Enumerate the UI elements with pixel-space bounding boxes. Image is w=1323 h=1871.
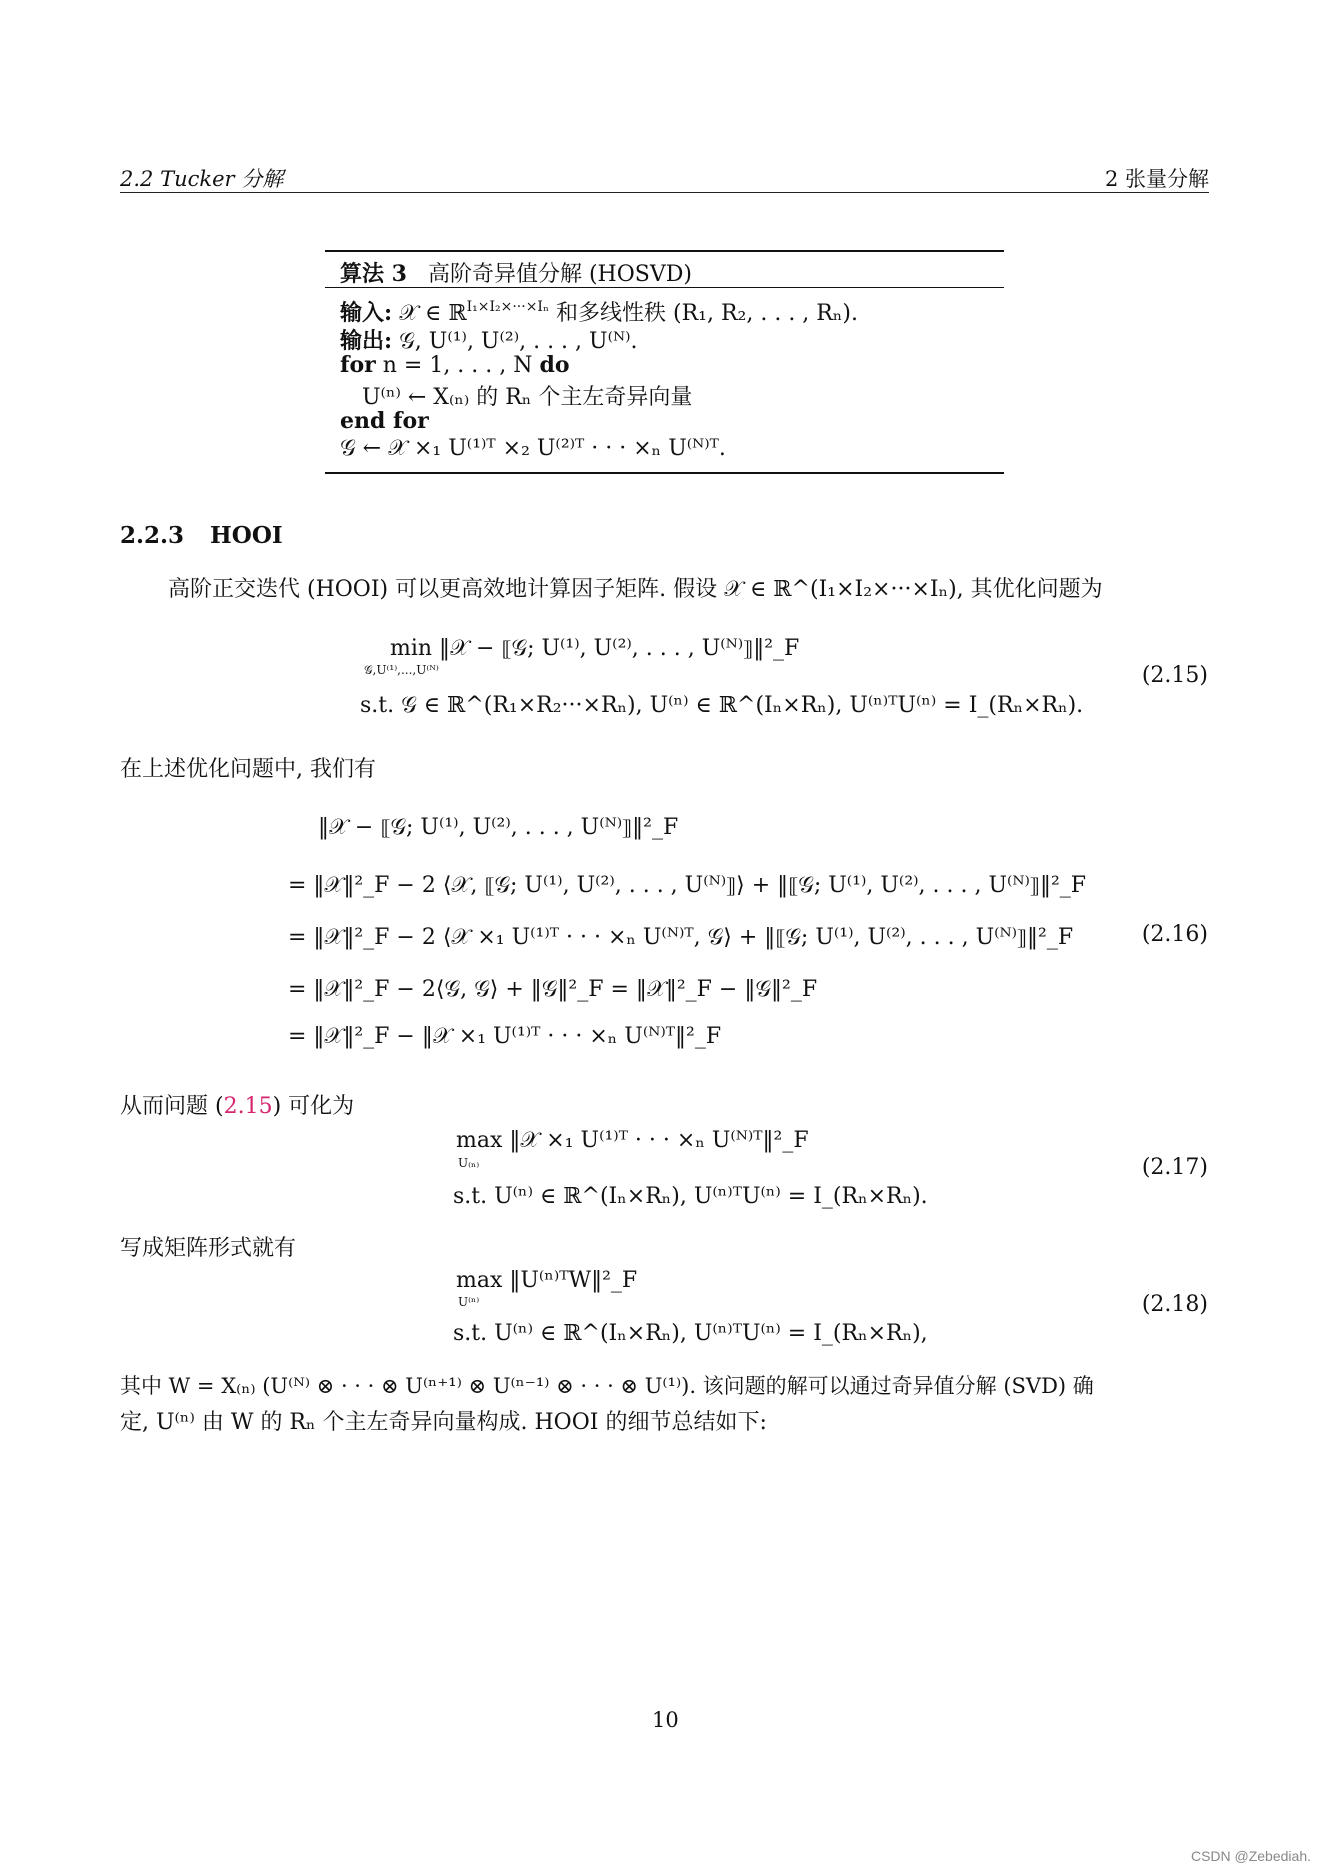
algorithm-title-rule <box>325 287 1004 288</box>
algorithm-for-text: n = 1, . . . , N <box>375 353 540 378</box>
algorithm-title <box>340 257 692 288</box>
eq217-max-subscript: U₍ₙ₎ <box>458 1156 480 1170</box>
section-number: 2.2.3 <box>120 522 185 549</box>
paragraph-reduction-before: 从而问题 ( <box>120 1094 224 1119</box>
eq215-objective: min ‖𝒳 − ⟦𝒢; U⁽¹⁾, U⁽²⁾, . . . , U⁽ᴺ⁾⟧‖²_F <box>390 636 800 661</box>
page-number: 10 <box>652 1708 679 1732</box>
algorithm-input-line <box>340 296 858 327</box>
eq216-line-3: = ‖𝒳‖²_F − 2 ⟨𝒳 ×₁ U⁽¹⁾ᵀ · · · ×ₙ U⁽ᴺ⁾ᵀ, 𝒢⟩ + ‖⟦𝒢; U⁽¹⁾, U⁽²⁾, . . . , U⁽ᴺ⁾⟧‖²_F <box>288 925 1074 950</box>
eq215-number: (2.15) <box>1141 663 1208 688</box>
algorithm-output-label: 输出: <box>340 328 393 354</box>
paragraph-reduction <box>120 1089 354 1120</box>
algorithm-last-line: 𝒢 ← 𝒳 ×₁ U⁽¹⁾ᵀ ×₂ U⁽²⁾ᵀ · · · ×ₙ U⁽ᴺ⁾ᵀ. <box>340 436 726 461</box>
eq217-number: (2.17) <box>1141 1155 1208 1180</box>
equation-reference-link[interactable]: 2.15 <box>223 1094 273 1119</box>
eq217-objective: max ‖𝒳 ×₁ U⁽¹⁾ᵀ · · · ×ₙ U⁽ᴺ⁾ᵀ‖²_F <box>456 1128 809 1153</box>
eq216-line-2: = ‖𝒳‖²_F − 2 ⟨𝒳, ⟦𝒢; U⁽¹⁾, U⁽²⁾, . . . , U⁽ᴺ⁾⟧⟩ + ‖⟦𝒢; U⁽¹⁾, U⁽²⁾, . . . , U⁽ᴺ⁾⟧‖²_F <box>288 873 1087 898</box>
algorithm-do-keyword: do <box>539 352 570 378</box>
eq217-constraint: s.t. U⁽ⁿ⁾ ∈ ℝ^(Iₙ×Rₙ), U⁽ⁿ⁾ᵀU⁽ⁿ⁾ = I_(Rₙ×Rₙ). <box>453 1184 928 1209</box>
eq216-line-4: = ‖𝒳‖²_F − 2⟨𝒢, 𝒢⟩ + ‖𝒢‖²_F = ‖𝒳‖²_F − ‖𝒢‖²_F <box>288 977 818 1002</box>
running-header-right: 2 张量分解 <box>1104 167 1209 191</box>
paragraph-matrix-form: 写成矩阵形式就有 <box>120 1236 297 1261</box>
algorithm-for-line <box>340 352 570 378</box>
algorithm-title-text: 高阶奇异值分解 (HOSVD) <box>427 262 692 287</box>
eq216-line-5: = ‖𝒳‖²_F − ‖𝒳 ×₁ U⁽¹⁾ᵀ · · · ×ₙ U⁽ᴺ⁾ᵀ‖²_F <box>288 1024 722 1049</box>
eq218-number: (2.18) <box>1141 1292 1208 1317</box>
algorithm-title-label: 算法 3 <box>340 261 407 287</box>
eq215-min-subscript: 𝒢,U⁽¹⁾,...,U⁽ᴺ⁾ <box>364 663 439 677</box>
paragraph-solution-line-2: 定, U⁽ⁿ⁾ 由 W 的 Rₙ 个主左奇异向量构成. HOOI 的细节总结如下: <box>120 1410 767 1435</box>
algorithm-input-exp: I₁×I₂×···×Iₙ <box>466 299 550 315</box>
algorithm-output-line <box>340 324 638 355</box>
algorithm-end-for: end for <box>340 408 429 434</box>
eq216-line-1: ‖𝒳 − ⟦𝒢; U⁽¹⁾, U⁽²⁾, . . . , U⁽ᴺ⁾⟧‖²_F <box>318 815 679 840</box>
header-rule <box>120 192 1209 193</box>
eq216-number: (2.16) <box>1141 922 1208 947</box>
eq215-constraint: s.t. 𝒢 ∈ ℝ^(R₁×R₂···×Rₙ), U⁽ⁿ⁾ ∈ ℝ^(Iₙ×Rₙ), U⁽ⁿ⁾ᵀU⁽ⁿ⁾ = I_(Rₙ×Rₙ). <box>360 693 1084 718</box>
paragraph-reduction-after: ) 可化为 <box>272 1094 355 1119</box>
paragraph-solution-line-1: 其中 W = X₍ₙ₎ (U⁽ᴺ⁾ ⊗ · · · ⊗ U⁽ⁿ⁺¹⁾ ⊗ U⁽ⁿ⁻¹⁾ ⊗ · · · ⊗ U⁽¹⁾). 该问题的解可以通过奇异值分解 (SVD) 确 <box>120 1374 1094 1398</box>
running-header-left: 2.2 Tucker 分解 <box>120 167 284 191</box>
algorithm-output-text: 𝒢, U⁽¹⁾, U⁽²⁾, . . . , U⁽ᴺ⁾. <box>399 329 638 354</box>
algorithm-input-rest: 和多线性秩 (R₁, R₂, . . . , Rₙ). <box>549 301 858 326</box>
section-title: HOOI <box>210 522 283 549</box>
eq218-constraint: s.t. U⁽ⁿ⁾ ∈ ℝ^(Iₙ×Rₙ), U⁽ⁿ⁾ᵀU⁽ⁿ⁾ = I_(Rₙ×Rₙ), <box>453 1321 928 1346</box>
algorithm-body-line: U⁽ⁿ⁾ ← X₍ₙ₎ 的 Rₙ 个主左奇异向量 <box>362 385 693 410</box>
paragraph-intro: 高阶正交迭代 (HOOI) 可以更高效地计算因子矩阵. 假设 𝒳 ∈ ℝ^(I₁×I₂×···×Iₙ), 其优化问题为 <box>168 577 1103 602</box>
algorithm-input-text: 𝒳 ∈ ℝ <box>399 301 467 326</box>
section-heading <box>120 522 283 549</box>
eq218-objective: max ‖U⁽ⁿ⁾ᵀW‖²_F <box>456 1268 638 1293</box>
algorithm-top-rule <box>325 250 1004 252</box>
algorithm-bottom-rule <box>325 472 1004 474</box>
paragraph-derivation-intro: 在上述优化问题中, 我们有 <box>120 757 376 782</box>
algorithm-for-keyword: for <box>340 352 376 378</box>
eq218-max-subscript: U⁽ⁿ⁾ <box>458 1295 480 1309</box>
algorithm-input-label: 输入: <box>340 300 393 326</box>
watermark: CSDN @Zebediah. <box>1190 1848 1311 1864</box>
